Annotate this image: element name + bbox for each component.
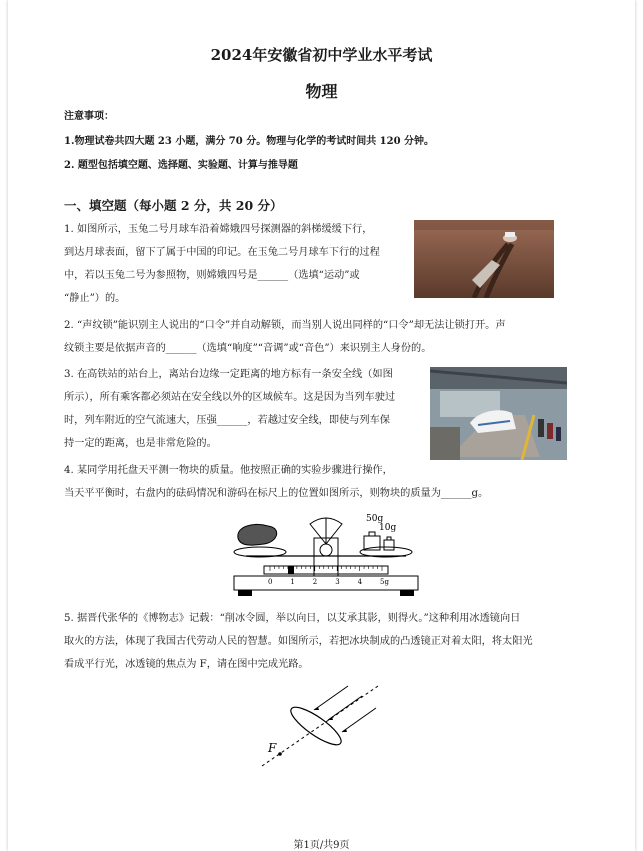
question-5-line: 取火的方法，体现了我国古代劳动人民的智慧。如图所示，若把冰块制成的凸透镜正对着太阳，将太阳光 (64, 636, 533, 647)
question-5-line: 看成平行光，冰透镜的焦点为 F，请在图中完成光路。 (64, 659, 309, 670)
scale-tick-label: 0 (268, 578, 273, 586)
question-2 (64, 314, 584, 360)
question-2-line: 2. “声纹锁”能识别主人说出的“口令”并自动解锁，而当别人说出同样的“口令”却无法让锁打开。声 (64, 320, 506, 331)
scale-tick-label: 1 (290, 578, 295, 586)
convex-lens-diagram (258, 680, 388, 772)
weight-50g-label: 50g (366, 514, 384, 524)
question-3-line: 持一定的距离，也是非常危险的。 (64, 438, 217, 449)
scale-tick-label: 4 (357, 578, 363, 586)
section-heading-fill-blank: 一、填空题（每小题 2 分，共 20 分） (64, 198, 283, 213)
exam-title: 2024年安徽省初中学业水平考试 (210, 46, 433, 64)
question-5 (64, 607, 584, 676)
question-3-line: 3. 在高铁站的站台上，离站台边缘一定距离的地方标有一条安全线（如图 (64, 369, 393, 380)
question-4 (64, 459, 584, 505)
question-3 (64, 363, 429, 455)
question-1-line: 1. 如图所示，玉兔二号月球车沿着嫦娥四号探测器的斜梯缓缓下行， (64, 224, 373, 235)
notice-heading: 注意事项： (64, 111, 114, 122)
scale-tick-label: 2 (312, 578, 318, 586)
train-station-photo (430, 367, 567, 460)
question-4-line: 当天平平衡时，右盘内的砝码情况和游码在标尺上的位置如图所示，则物块的质量为______g。 (64, 488, 489, 499)
question-3-line: 时，列车附近的空气流速大，压强______，若越过安全线，即使与列车保 (64, 415, 390, 426)
lunar-rover-photo (414, 220, 554, 298)
question-1-line: 到达月球表面，留下了属于中国的印记。在玉兔二号月球车下行的过程 (64, 247, 380, 258)
question-4-line: 4. 某同学用托盘天平测一物块的质量。他按照正确的实验步骤进行操作， (64, 465, 393, 476)
subject-title: 物理 (305, 82, 338, 101)
notice-item-2: 2. 题型包括填空题、选择题、实验题、计算与推导题 (64, 160, 298, 171)
notice-item-1: 1.物理试卷共四大题 23 小题，满分 70 分。物理与化学的考试时间共 120 分钟。 (64, 136, 435, 147)
question-1-line: “静止”）的。 (64, 293, 126, 304)
balance-diagram (226, 508, 426, 598)
page-number: 第1页/共9页 (293, 840, 350, 851)
question-3-line: 所示），所有乘客都必须站在安全线以外的区域候车。这是因为当列车驶过 (64, 392, 396, 403)
question-1-line: 中，若以玉兔二号为参照物，则嫦娥四号是______（选填“运动”或 (64, 270, 360, 281)
question-2-line: 纹锁主要是依据声音的______（选填“响度”“音调”或“音色”）来识别主人身份的。 (64, 343, 432, 354)
scale-tick-label: 5g (380, 578, 389, 586)
focus-label: F (268, 741, 277, 755)
weight-10g-label: 10g (379, 523, 397, 533)
scale-tick-label: 3 (335, 578, 340, 586)
question-1 (64, 218, 414, 310)
question-5-line: 5. 据晋代张华的《博物志》记载：“削冰令圆，举以向日，以艾承其影，则得火。”这种利用冰透镜向日 (64, 613, 521, 624)
